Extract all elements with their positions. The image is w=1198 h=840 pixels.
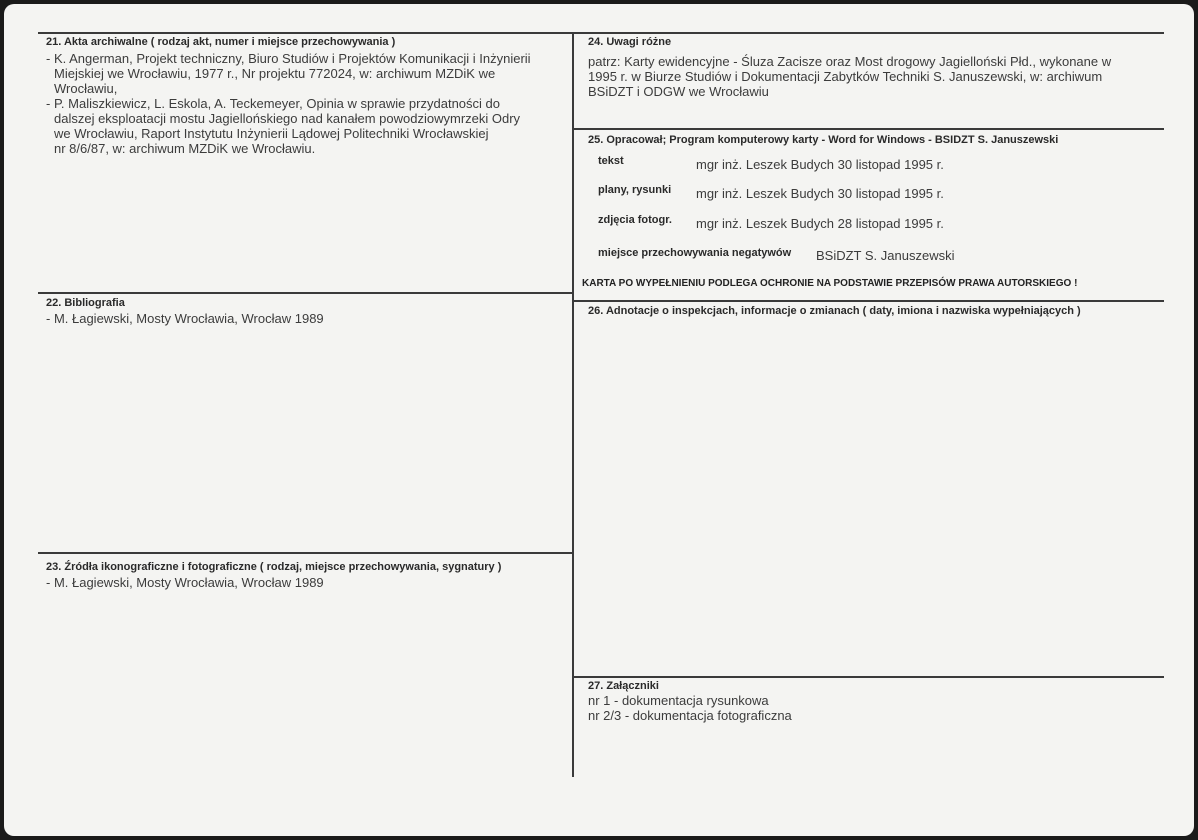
- text-line: nr 2/3 - dokumentacja fotograficzna: [588, 708, 792, 723]
- text-line: - M. Łagiewski, Mosty Wrocławia, Wrocław 1989: [46, 311, 324, 326]
- text-line: - K. Angerman, Projekt techniczny, Biuro Studiów i Projektów Komunikacji i Inżynierii: [46, 51, 531, 66]
- section-21-title: 21. Akta archiwalne ( rodzaj akt, numer i miejsce przechowywania ): [46, 36, 396, 48]
- copyright-notice: KARTA PO WYPEŁNIENIU PODLEGA OCHRONIE NA PODSTAWIE PRZEPISÓW PRAWA AUTORSKIEGO !: [582, 278, 1078, 289]
- text-line: nr 8/6/87, w: archiwum MZDiK we Wrocławiu.: [54, 141, 316, 156]
- section-22-text: [46, 311, 566, 326]
- row-value-negatives: BSiDZT S. Januszewski: [816, 248, 955, 263]
- archive-card: [4, 4, 1194, 836]
- text-line: - P. Maliszkiewicz, L. Eskola, A. Teckemeyer, Opinia w sprawie przydatności do: [46, 96, 500, 111]
- section-iconographic-sources: [46, 561, 566, 590]
- text-line: nr 1 - dokumentacja rysunkowa: [588, 693, 769, 708]
- top-rule: [38, 32, 1164, 34]
- section-24-text: [588, 54, 1158, 99]
- section-21-text: [46, 51, 566, 156]
- text-line: BSiDZT i ODGW we Wrocławiu: [588, 84, 769, 99]
- rule-26-27: [574, 676, 1164, 678]
- section-27-title: 27. Załączniki: [588, 680, 659, 692]
- rule-25-26: [574, 300, 1164, 302]
- section-prepared-by: [582, 134, 1158, 294]
- rule-24-25: [574, 128, 1164, 130]
- row-value-drawings: mgr inż. Leszek Budych 30 listopad 1995 r.: [696, 186, 944, 201]
- row-value-text: mgr inż. Leszek Budych 30 listopad 1995 r.: [696, 157, 944, 172]
- row-label-negatives: miejsce przechowywania negatywów: [598, 247, 792, 259]
- row-label-photos: zdjęcia fotogr.: [598, 214, 672, 226]
- section-22-title: 22. Bibliografia: [46, 297, 125, 309]
- text-line: dalszej eksploatacji mostu Jagiellońskiego nad kanałem powodziowymrzeki Odry: [54, 111, 521, 126]
- section-24-title: 24. Uwagi różne: [588, 36, 672, 48]
- section-remarks: [588, 36, 1158, 99]
- text-line: patrz: Karty ewidencyjne - Śluza Zacisze oraz Most drogowy Jagielloński Płd., wykonane w: [588, 54, 1112, 69]
- section-27-text: [588, 693, 1158, 723]
- text-line: Miejskiej we Wrocławiu, 1977 r., Nr projektu 772024, w: archiwum MZDiK we: [54, 66, 496, 81]
- rule-21-22: [38, 292, 572, 294]
- row-label-text: tekst: [598, 155, 624, 167]
- row-label-drawings: plany, rysunki: [598, 184, 672, 196]
- row-value-photos: mgr inż. Leszek Budych 28 listopad 1995 r.: [696, 216, 944, 231]
- section-23-title: 23. Źródła ikonograficzne i fotograficzne ( rodzaj, miejsce przechowywania, sygnatury ): [46, 561, 502, 573]
- text-line: - M. Łagiewski, Mosty Wrocławia, Wrocław 1989: [46, 575, 324, 590]
- text-line: Wrocławiu,: [54, 81, 118, 96]
- section-inspection-notes: [588, 305, 1158, 317]
- text-line: we Wrocławiu, Raport Instytutu Inżynierii Lądowej Politechniki Wrocławskiej: [54, 126, 489, 141]
- text-line: 1995 r. w Biurze Studiów i Dokumentacji Zabytków Techniki S. Januszewski, w: archiwum: [588, 69, 1103, 84]
- rule-22-23: [38, 552, 572, 554]
- section-23-text: [46, 575, 566, 590]
- section-25-title: 25. Opracował; Program komputerowy karty - Word for Windows - BSIDZT S. Januszewski: [588, 134, 1059, 146]
- section-26-title: 26. Adnotacje o inspekcjach, informacje o zmianach ( daty, imiona i nazwiska wypełniających ): [588, 305, 1081, 317]
- center-divider: [572, 32, 574, 777]
- section-bibliography: [46, 297, 566, 326]
- section-archival-records: [46, 36, 566, 156]
- section-attachments: [588, 680, 1158, 723]
